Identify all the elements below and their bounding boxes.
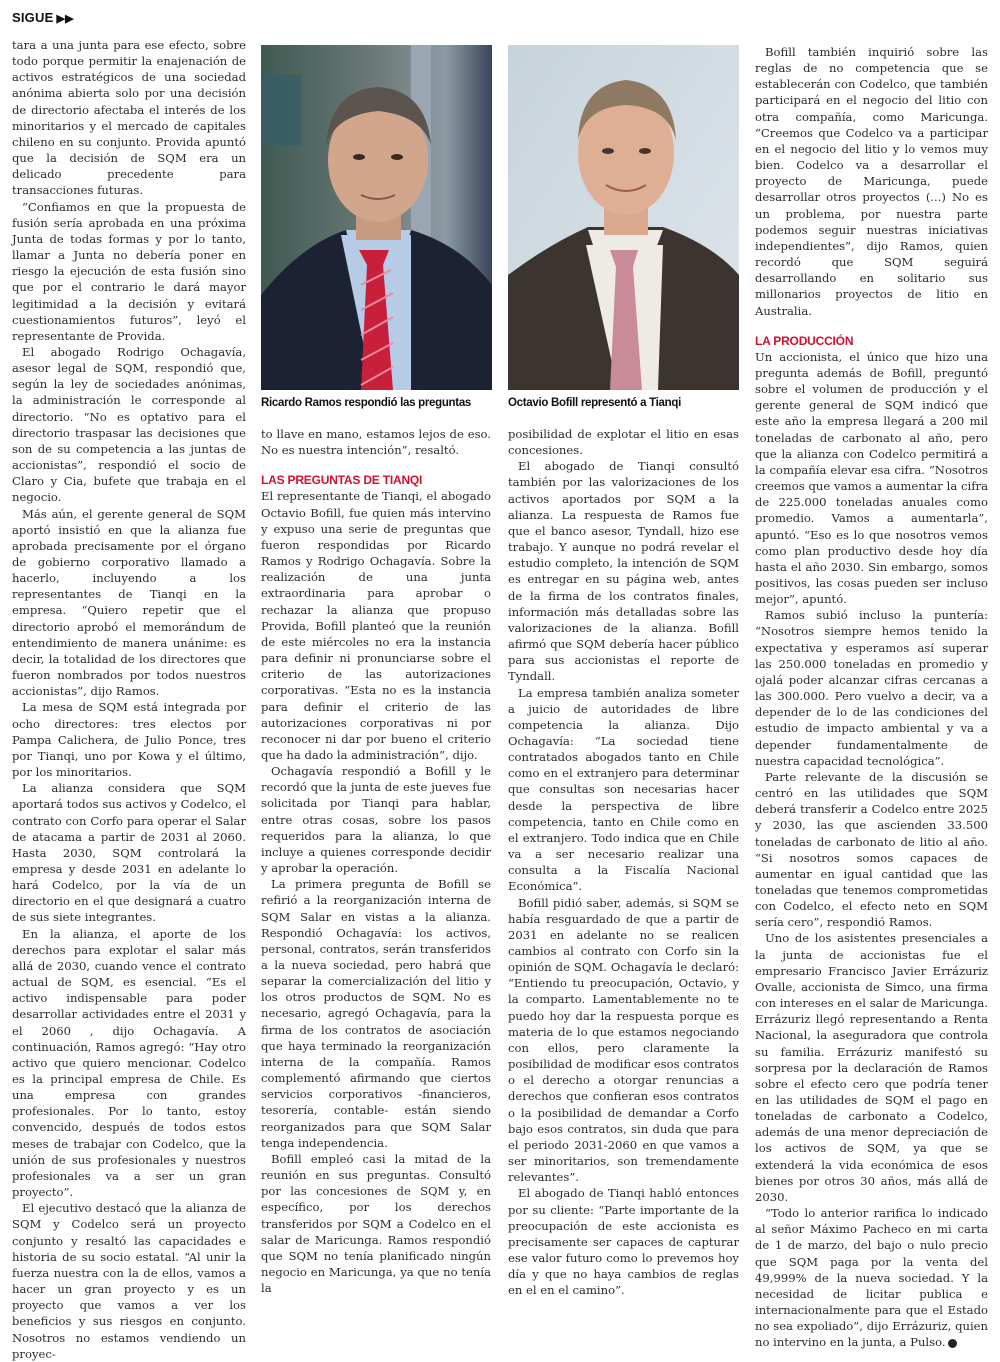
paragraph: La empresa también analiza someter a juicio de autoridades de libre competencia la alianza. Dijo Ochagavía: “La sociedad tiene contratados abogados tanto en Chile como en el extranjero para determinar que consultas son necesarias hacer desde la perspectiva de libre competencia, tanto en Chile como en el extranjero. Todo indica que en Chile va a ser necesario realizar una consulta a la Fiscalía Nacional Económica”.: [508, 685, 739, 894]
photo-caption: Octavio Bofill representó a Tianqi: [508, 397, 681, 409]
paragraph: La alianza considera que SQM aportará todos sus activos y Codelco, el contrato con Corfo para operar el Salar de atacama a partir de 2031 al 2060. Hasta 2030, SQM controlará la empresa y desde 2031 en adelante lo hará Codelco, por la vía de un directorio en el que designará a cuatro de sus siete integrantes.: [12, 781, 246, 925]
paragraph: Ramos subió incluso la puntería: “Nosotros siempre hemos tenido la expectativa y esperamos así superar las 250.000 toneladas en promedio y ojalá poder alcanzar cifras cercanas a las 300.000. Pero vuelvo a decir, va a depender de lo de las condiciones del estudio de impacto ambiental y va a depender fundamentalmente de nuestra capacidad tecnológica”.: [755, 608, 988, 768]
end-of-article-icon: P: [948, 1339, 957, 1348]
paragraph: Bofill pidió saber, además, si SQM se había resguardado de que a partir de 2031 en adelante no se realicen cambios al contrato con Corfo sin la opinión de SQM. Ochagavía le declaró: “Entiendo tu preocupación, Octavio, y la comparto. Lamentablemente no te puedo hoy dar la respuesta porque es materia de lo que estamos negociando con ellos, pero claramente la posibilidad de modificar esos contratos o el derecho a otorgar renuncias a derechos que confieran esos contratos o la posibilidad de demandar a Corfo bajo esos contratos, sin duda que para el periodo 2031-2060 en que vamos a ser minoritarios, son tremendamente relevantes”.: [508, 895, 739, 1185]
paragraph: Un accionista, el único que hizo una pregunta además de Bofill, preguntó sobre el volumen de producción y el gerente general de SQM indicó que este año la empresa llegará a 200 mil toneladas de carbonato al año, pero que la alianza con Codelco permitirá a la compañía elevar esa cifra. “Nosotros creemos que vamos a aumentar la cifra de 225.000 toneladas anuales como promedio. Vamos a aumentarla”, apuntó. “Eso es lo que nosotros vemos como plan productivo desde hoy día hasta el año 2030. Sin embargo, somos positivos, las cosas pueden ser incluso mejor”, apuntó.: [755, 349, 988, 607]
paragraph: Ochagavía respondió a Bofill y le recordó que la junta de este jueves fue solicitada por Tianqi para hablar, entre otras cosas, sobre los pasos requeridos para la alianza, lo que incluye a quienes corresponde decidir y aprobar la operación.: [261, 764, 491, 876]
continue-marker: [12, 10, 74, 25]
paragraph: posibilidad de explotar el litio en esas concesiones.: [508, 427, 739, 458]
paragraph: Uno de los asistentes presenciales a la junta de accionistas fue el empresario Francisco Javier Errázuriz Ovalle, accionista de Simco, una firma con intereses en el salar de Maricunga. Errázuriz llegó representando a Renta Nacional, la aseguradora que controla su familia. Errázuriz manifestó su sorpresa por la declaración de Ramos sobre el efecto cero que podría tener en las utilidades de SQM el pago en toneladas de carbonato a Codelco, además de una menor depreciación de los activos de SQM, ya que se extenderá la vida económica de esos bienes por otros 30 años, más allá de 2030.: [755, 931, 988, 1204]
paragraph: Bofill también inquirió sobre las reglas de no competencia que se establecerán con Codelco, que también participará en el negocio del litio con otra compañía, como Maricunga. “Creemos que Codelco va a participar en el negocio del litio y lo vemos muy bien. Codelco va a desarrollar el proyecto de Maricunga, puede desarrollar otros proyectos (...) No es un problema, por nuestra parte podemos seguir nuestras iniciativas independientes”, dijo Ramos, quien recordó que SQM seguirá desarrollando en solitario sus millonarios proyectos de litio en Australia.: [755, 45, 988, 318]
paragraph: Bofill empleó casi la mitad de la reunión en sus preguntas. Consultó por las concesiones de SQM y, en específico, por los derechos transferidos por SQM a Codelco en el salar de Maricunga. Ramos respondió que SQM no tenía planificado ningún negocio en Maricunga, ya que no tenía la: [261, 1151, 491, 1296]
paragraph: El ejecutivo destacó que la alianza de SQM y Codelco será un proyecto conjunto y resaltó las capacidades e historia de su socio estatal. “Al unir la fuerza nuestra con la de ellos, vamos a hacer un gran proyecto y es un proyecto que vamos a ver los beneficios y sus riesgos en conjunto. Nosotros no estamos vendiendo un proyec-: [12, 1201, 246, 1361]
paragraph: La mesa de SQM está integrada por ocho directores: tres electos por Pampa Calichera, de Julio Ponce, tres por Tianqi, uno por Kowa y el último, por los minoritarios.: [12, 700, 246, 780]
article-column-2: [261, 426, 491, 1296]
paragraph: El representante de Tianqi, el abogado Octavio Bofill, fue quien más intervino y expuso una serie de preguntas que fueron respondidas por Ricardo Ramos y Rodrigo Ochagavía. Sobre la realización de una junta extraordinaria para aprobar o rechazar la alianza que propuso Provida, Bofill planteó que la reunión de este miércoles no era la instancia para definir ni pronunciarse sobre el criterio de las autorizaciones corporativas. “Esta no es la instancia para definir el criterio de las autorizaciones corporativas ni por reconocer ni dar por bueno el criterio que ha dado la administración”, dijo.: [261, 489, 491, 762]
double-arrow-right-icon: ▶▶: [56, 13, 74, 25]
photo-ricardo-ramos: [261, 45, 492, 390]
paragraph: Más aún, el gerente general de SQM aportó insistió en que la alianza fue aprobada precisamente por el órgano de gobierno corporativo llamado a hacerlo, incluyendo a los representantes de Tianqi en la empresa. “Quiero repetir que el directorio aprobó el memorándum de entendimiento de manera unánime: es decir, la totalidad de los directores que fueron nombrados por todos nuestros accionistas”, dijo Ramos.: [12, 506, 246, 699]
section-heading: LAS PREGUNTAS DE TIANQI: [261, 473, 423, 488]
photo-caption: Ricardo Ramos respondió las preguntas: [261, 397, 472, 409]
article-column-1: [12, 37, 246, 1362]
section-heading: LA PRODUCCIÓN: [755, 333, 854, 348]
paragraph: to llave en mano, estamos lejos de eso. No es nuestra intención”, resaltó.: [261, 427, 491, 458]
continue-label: SIGUE: [12, 10, 54, 25]
paragraph: El abogado de Tianqi habló entonces por su cliente: “Parte importante de la preocupación de este accionista es precisamente ser capaces de capturar ese valor futuro como lo prevemos hoy día y que no haya cambios de reglas en el en el camino”.: [508, 1186, 739, 1298]
paragraph: tara a una junta para ese efecto, sobre todo porque permitir la enajenación de activos estratégicos de una sociedad anónima abierta solo por una decisión de directorio afectaba el interés de los minoritarios y el mercado de capitales chileno en su conjunto. Provida apuntó que la decisión de SQM era un delicado precedente para transacciones futuras.: [12, 38, 246, 198]
photo-octavio-bofill: [508, 45, 739, 390]
portrait-illustration: [261, 45, 492, 390]
paragraph: Parte relevante de la discusión se centró en las utilidades que SQM deberá transferir a Codelco entre 2025 y 2030, las que ascienden 33.500 toneladas de carbonato de litio al año. “Si nosotros somos capaces de aumentar en igual cantidad que las toneladas que tenemos comprometidas con Codelco, el efecto neto en SQM sería cero”, respondió Ramos.: [755, 769, 988, 930]
paragraph: “Confiamos en que la propuesta de fusión sería aprobada en una próxima Junta de todas formas y por lo tanto, llamar a Junta no debería poner en riesgo la ejecución de esta fusión sino que por el contrario le dará mayor legitimidad a la decisión y evitará cuestionamientos futuros”, leyó el representante de Provida.: [12, 199, 246, 343]
paragraph-final: [755, 1205, 988, 1350]
portrait-illustration: [508, 45, 739, 390]
paragraph-text: “Todo lo anterior rarifica lo indicado al señor Máximo Pacheco en mi carta de 1 de marzo, del bajo o nulo precio que SQM paga por la venta del 49,999% de la nueva sociedad. Y la necesidad de licitar publica e internacionalmente para que el Estado no sea expoliado”, dijo Errázuriz, quien no intervino en la junta, a Pulso.: [755, 1206, 988, 1350]
article-column-4: [755, 44, 988, 1351]
paragraph: El abogado de Tianqi consultó también por las valorizaciones de los activos aportados por SQM a la alianza. La respuesta de Ramos fue que el banco asesor, Tyndall, hizo ese trabajo. Y aunque no podrá revelar el estudio completo, la intención de SQM es entregar en su página web, antes de la firma de los contratos finales, información más detalladas sobre las valorizaciones de la alianza. Bofill afirmó que SQM debería hacer público para sus accionistas el reporte de Tyndall.: [508, 459, 739, 684]
paragraph: La primera pregunta de Bofill se refirió a la reorganización interna de SQM Salar en vistas a la alianza. Respondió Ochagavía: los activos, personal, contratos, serán transferidos a la nueva sociedad, pero habrá que separar la comercialización del litio y los otros productos de SQM. No es necesario, agregó Ochagavía, para la firma de los contratos de asociación que haya terminado la reorganización interna de la compañía. Ramos complementó afirmando que ciertos servicios corporativos -financieros, tesorería, contable- están siendo reorganizados para que SQM Salar tenga independencia.: [261, 877, 491, 1150]
paragraph: En la alianza, el aporte de los derechos para explotar el salar más allá de 2030, cuando vence el contrato actual de SQM, es esencial. “Es el activo indispensable para poder desarrollar actividades entre el 2031 y el 2060 , dijo Ochagavía. A continuación, Ramos agregó: “Hay otro activo que quiero mencionar. Codelco es la principal empresa de Chile. Es una empresa con grandes profesionales. Por lo tanto, estoy convencido, después de todos estos meses de trabajar con Codelco, que la unión de sus profesionales y nuestros profesionales va a ser un gran proyecto”.: [12, 926, 246, 1200]
paragraph: El abogado Rodrigo Ochagavía, asesor legal de SQM, respondió que, según la ley de sociedades anónimas, la administración le corresponde al directorio. “No es optativo para el directorio traspasar las decisiones que son de su competencia a las juntas de accionistas”, respondió el socio de Claro y Cia, bufete que trabaja en el negocio.: [12, 344, 246, 505]
article-column-3: [508, 426, 739, 1298]
